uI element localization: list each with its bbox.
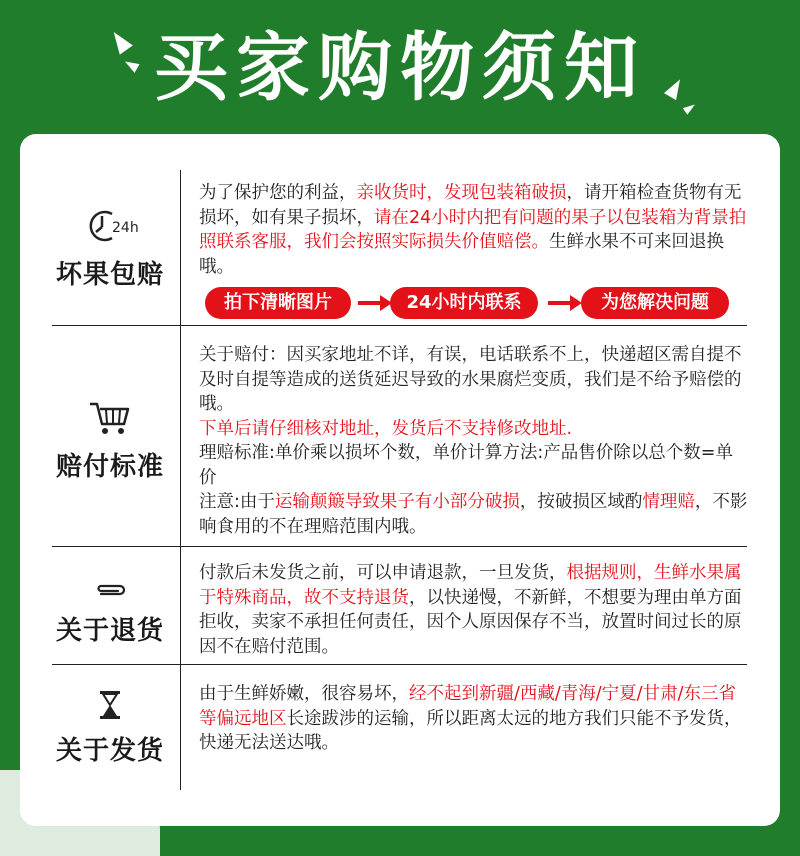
section-label: 赔付标准 — [55, 452, 164, 482]
body-text: 长途跋涉的运输，所以距离太远的地方我们只能不予发货，快递无法送达哦。 — [199, 708, 742, 753]
section-label: 关于发货 — [55, 736, 164, 766]
section-text-bad-fruit — [199, 181, 749, 279]
page-title: 买家购物须知 — [154, 25, 646, 111]
row-divider — [52, 664, 747, 665]
section-header-compensation — [40, 400, 180, 483]
section-text-compensation — [199, 343, 749, 539]
highlight-text: 请在24小时内把有问题的果子以包装箱为背景拍照联系客服，我们会按照实际损失价值赔偿。 — [199, 207, 747, 252]
highlight-text: 亲收货时，发现包装箱破损 — [356, 183, 567, 203]
hourglass-icon — [40, 690, 180, 724]
flow-step: 拍下清晰图片 — [205, 287, 351, 319]
body-text: 付款后未发货之前，可以申请退款，一旦发货， — [199, 563, 567, 583]
highlight-text: 运输颠簸导致果子有小部分破损 — [274, 492, 520, 512]
body-text: 为了保护您的利益， — [199, 183, 357, 203]
arrow-right-icon — [358, 298, 394, 308]
body-text: 理赔标准:单价乘以损坏个数，单价计算方法:产品售价除以总个数=单价 — [199, 443, 733, 488]
body-text: 生鲜水果不可来回退换哦。 — [199, 232, 724, 277]
section-label: 坏果包赔 — [55, 260, 164, 290]
row-divider — [52, 325, 747, 326]
paperclip-icon — [40, 580, 180, 604]
body-text: 关于赔付：因买家地址不详，有误，电话联系不上，快递超区需自提不及时自提等造成的送货延迟导致的水果腐烂变质，我们是不给予赔偿的哦。 — [199, 345, 742, 414]
body-text: ，不影响食用的不在理赔范围内哦。 — [199, 492, 748, 537]
row-divider — [52, 546, 747, 547]
column-divider — [180, 170, 181, 790]
section-header-shipping — [40, 690, 180, 767]
process-flow — [203, 287, 733, 319]
section-header-bad-fruit — [40, 208, 180, 291]
highlight-text: 情理赔 — [642, 492, 695, 512]
section-text-shipping — [199, 682, 749, 756]
flow-step: 24小时内联系 — [390, 287, 538, 319]
body-text: ，以快递慢，不新鲜，不想要为理由单方面拒收，卖家不承担任何责任，因个人原因保存不当，放置时间过长的原因不在赔付范围。 — [199, 587, 742, 657]
clock-24h-icon — [40, 208, 180, 248]
card-corner-decoration — [0, 770, 160, 856]
flow-step: 为您解决问题 — [581, 287, 729, 319]
svg-text:24h: 24h — [112, 220, 138, 236]
highlight-text: 根据规则，生鲜水果属于特殊商品，故不支持退货 — [199, 563, 742, 608]
highlight-text: 经不起到新疆/西藏/青海/宁夏/甘肃/东三省等偏远地区 — [199, 684, 736, 729]
highlight-text: 下单后请仔细核对地址，发货后不支持修改地址. — [199, 418, 573, 439]
body-text: ，请开箱检查货物有无损坏，如有果子损坏， — [199, 183, 742, 228]
body-text: ，按破损区域酌 — [519, 492, 643, 512]
section-header-returns — [40, 580, 180, 647]
body-text: 由于生鲜娇嫩，很容易坏， — [199, 684, 409, 704]
section-text-returns — [199, 561, 749, 659]
body-text: 注意:由于 — [199, 492, 275, 512]
arrow-right-icon — [548, 298, 584, 308]
shopping-cart-icon — [40, 400, 180, 440]
section-label: 关于退货 — [55, 616, 164, 646]
